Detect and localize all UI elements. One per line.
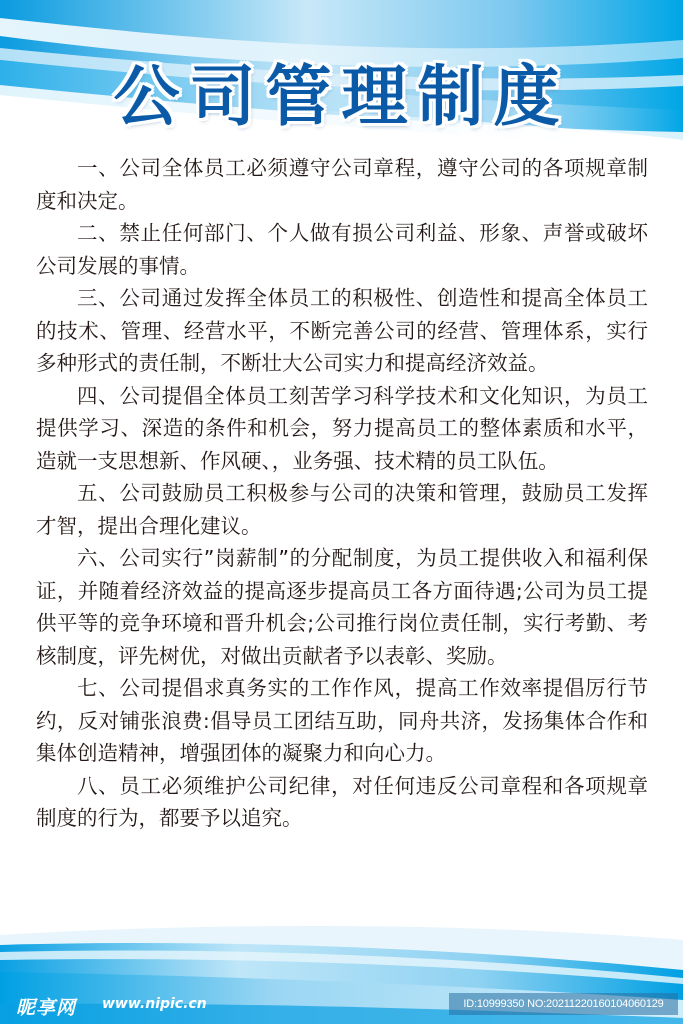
regulation-item-8: 八、员工必须维护公司纪律，对任何违反公司章程和各项规章制度的行为，都要予以追究。 (36, 773, 648, 830)
regulation-item-5: 五、公司鼓励员工积极参与公司的决策和管理，鼓励员工发挥才智，提出合理化建议。 (36, 481, 648, 538)
page-title: 公司管理制度 (113, 58, 570, 135)
regulation-item-4: 四、公司提倡全体员工刻苦学习科学技术和文化知识，为员工提供学习、深造的条件和机会，努力提高员工的整体素质和水平，造就一支思想新、作风硬、，业务强、技术精的员工队伍。 (36, 383, 648, 473)
regulation-item-2: 二、禁止任何部门、个人做有损公司利益、形象、声誉或破坏公司发展的事情。 (36, 221, 648, 278)
watermark-url: www.nipic.cn (102, 996, 207, 1012)
regulations-body (36, 152, 648, 835)
regulation-item-6: 六、公司实行”岗薪制”的分配制度，为员工提供收入和福利保证，并随着经济效益的提高逐步提高员工各方面待遇;公司为员工提供平等的竞争环境和晋升机会;公司推行岗位责任制，实行考勤、考核制度，评先树优，对做出贡献者予以表彰、奖励。 (36, 546, 648, 668)
watermark-logo: 昵享网 (16, 997, 77, 1019)
regulation-item-7: 七、公司提倡求真务实的工作作风，提高工作效率提倡厉行节约，反对铺张浪费:倡导员工团结互助，同舟共济，发扬集体合作和集体创造精神，增强团体的凝聚力和向心力。 (36, 676, 648, 765)
regulation-item-3: 三、公司通过发挥全体员工的积极性、创造性和提高全体员工的技术、管理、经营水平，不断完善公司的经营、管理体系，实行多种形式的责任制，不断壮大公司实力和提高经济效益。 (36, 286, 648, 375)
watermark-id-badge: ID:10999350 NO:20211220160104060129 (449, 993, 678, 1015)
regulation-item-1: 一、公司全体员工必须遵守公司章程，遵守公司的各项规章制度和决定。 (36, 156, 648, 213)
